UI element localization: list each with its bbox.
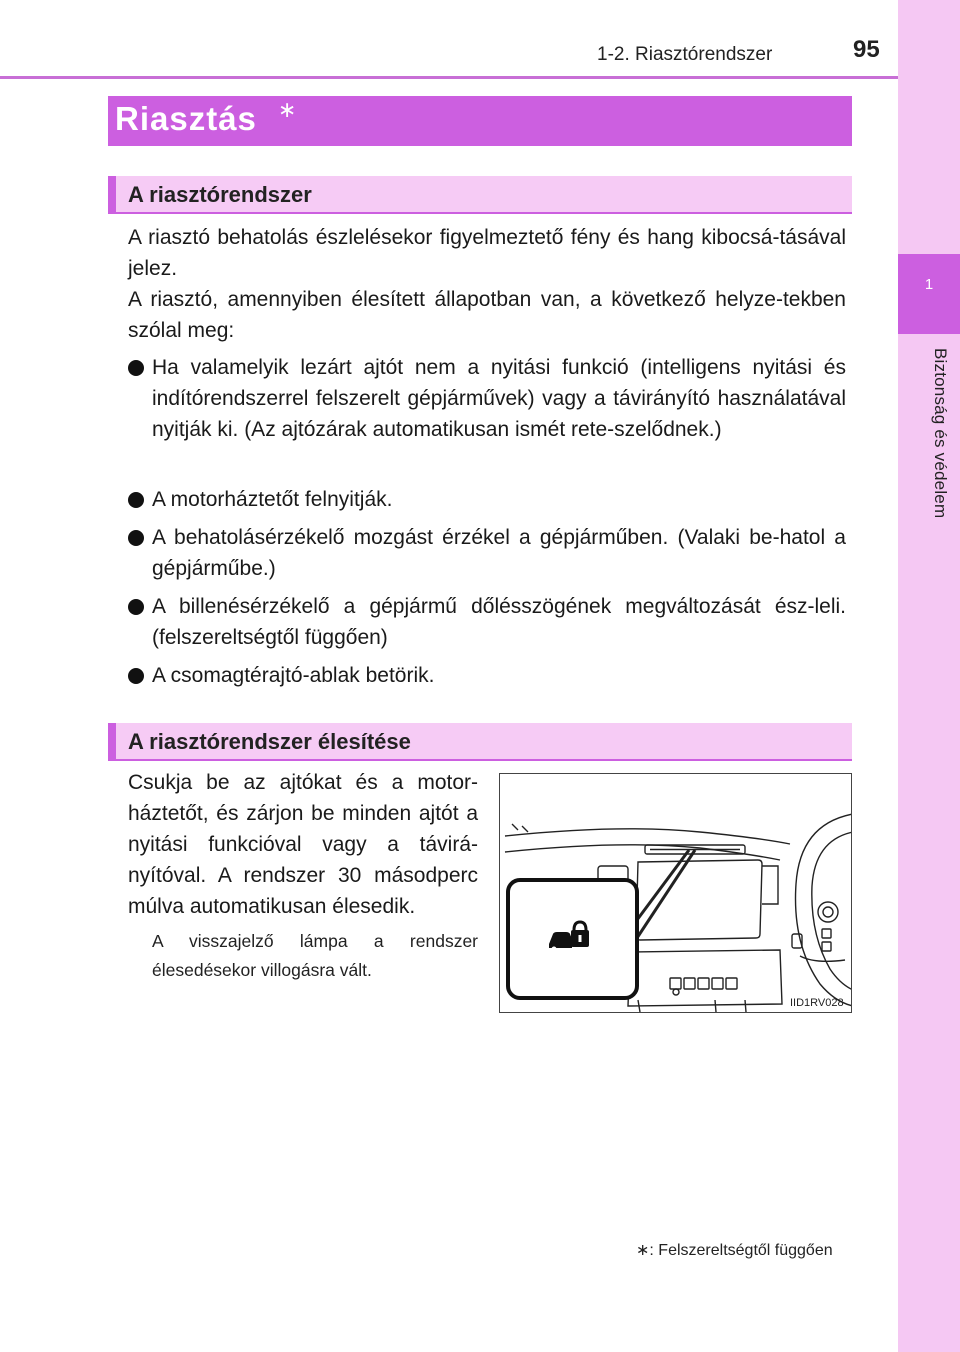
section-heading-text: A riasztórendszer élesítése (128, 729, 411, 754)
paragraph-intro: A riasztó behatolás észlelésekor figyelmeztető fény és hang kibocsá-tásával jelez. (128, 226, 846, 280)
section-heading-alarm-system (108, 176, 852, 214)
figure-code: IID1RV028 (790, 997, 844, 1009)
footnote (636, 1240, 833, 1260)
footnote-text: : Felszereltségtől függően (649, 1242, 833, 1259)
note-indicator: A visszajelző lámpa a rendszer élesedésekor villogásra vált. (152, 931, 478, 980)
chapter-label: Biztonság és védelem (931, 348, 950, 519)
list-item: A motorháztetőt felnyitják. (128, 484, 846, 515)
section-heading-arming (108, 723, 852, 761)
section-heading-text: A riasztórendszer (128, 182, 312, 207)
side-strip (898, 0, 960, 1352)
chapter-tab (898, 254, 960, 334)
bullet-dot (128, 360, 144, 376)
list-item: A csomagtérajtó-ablak betörik. (128, 660, 846, 691)
list-item: A behatolásérzékelő mozgást érzékel a gépjárműben. (Valaki be-hatol a gépjárműbe.) (128, 522, 846, 584)
dashboard-drawing (500, 774, 852, 1013)
page-number: 95 (853, 36, 880, 63)
bullet-dot (128, 599, 144, 615)
page-title: Riasztás (115, 100, 257, 137)
bullet-dot (128, 530, 144, 546)
title-asterisk: ∗ (278, 97, 297, 122)
chapter-number: 1 (924, 276, 934, 293)
bullet-dot (128, 668, 144, 684)
running-header-section: 1-2. Riasztórendszer (597, 44, 773, 65)
header-divider (0, 76, 898, 79)
bullet-dot (128, 492, 144, 508)
list-item: Ha valamelyik lezárt ajtót nem a nyitási funkció (intelligens nyitási és indítórendszerrel felszerelt gépjárművek) vagy a távirányító használatával nyitják ki. (Az ajtózárak automatikusan ismét rete-szelődnek.) (128, 352, 846, 445)
paragraph-conditions: A riasztó, amennyiben élesített állapotban van, a következő helyze-tekben szólal meg: (128, 288, 846, 342)
footnote-asterisk: ∗ (636, 1242, 650, 1259)
list-item: A billenésérzékelő a gépjármű dőlésszögének megváltozását ész-leli. (felszereltségtől függően) (128, 591, 846, 653)
dashboard-illustration (499, 773, 852, 1013)
paragraph-arming: Csukja be az ajtókat és a motor-háztetőt, és zárjon be minden ajtót a nyitási funkcióval vagy a távirá-nyítóval. A rendszer 30 másodperc múlva automatikusan élesedik. (128, 771, 478, 918)
